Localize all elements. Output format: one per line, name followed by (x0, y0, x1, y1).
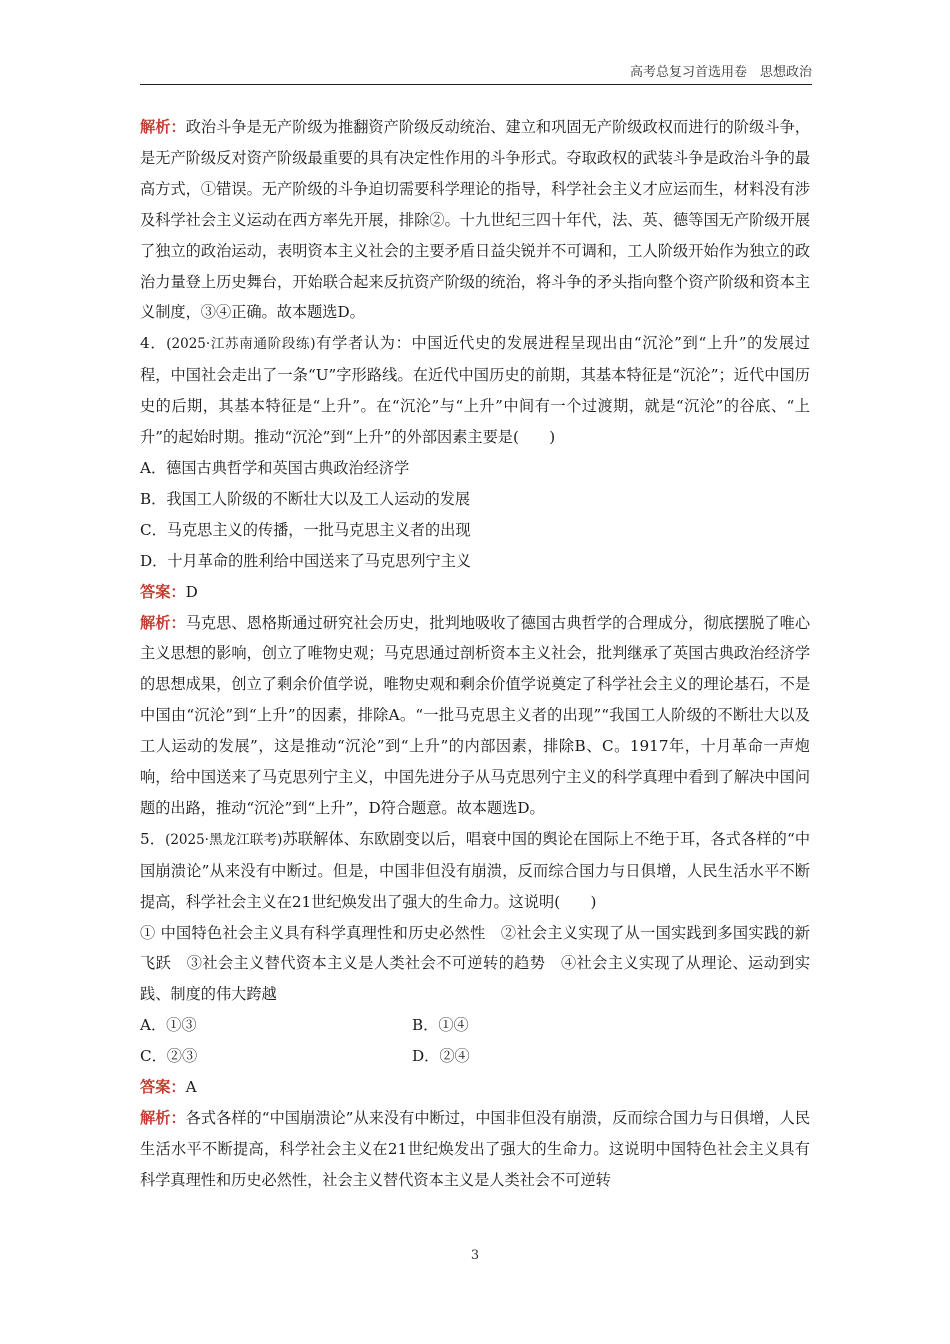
question-5-stem (140, 824, 810, 918)
document-body (140, 112, 810, 1196)
question-text: 有学者认为：中国近代史的发展进程呈现出由“沉沦”到“上升”的发展过程，中国社会走出了一条“U”字形路线。在近代中国历史的前期，其基本特征是“沉沦”；近代中国历史的后期，其基本特征是“上升”。在“沉沦”与“上升”中间有一个过渡期，就是“沉沦”的谷底、“上升”的起始时期。推动“沉沦”到“上升”的外部因素主要是( ) (140, 334, 810, 447)
analysis-text: 马克思、恩格斯通过研究社会历史，批判地吸收了德国古典哲学的合理成分，彻底摆脱了唯心主义思想的影响，创立了唯物史观；马克思通过剖析资本主义社会，批判继承了英国古典政治经济学的思想成果，创立了剩余价值学说，唯物史观和剩余价值学说奠定了科学社会主义的理论基石，不是中国由“沉沦”到“上升”的因素，排除A。“一批马克思主义者的出现”“我国工人阶级的不断壮大以及工人运动的发展”，这是推动“沉沦”到“上升”的内部因素，排除B、C。1917年，十月革命一声炮响，给中国送来了马克思列宁主义，中国先进分子从马克思列宁主义的科学真理中看到了解决中国问题的出路，推动“沉沦”到“上升”，D符合题意。故本题选D。 (140, 613, 811, 817)
question-4-stem (140, 328, 810, 453)
option-d: D．十月革命的胜利给中国送来了马克思列宁主义 (140, 551, 472, 570)
option-c: C．②③ (140, 1047, 198, 1066)
page-header (140, 62, 812, 85)
answer-q4 (140, 577, 810, 608)
analysis-label: 解析： (140, 1109, 186, 1127)
option-a: A．①③ (140, 1016, 197, 1035)
question-text: 苏联解体、东欧剧变以后，唱衰中国的舆论在国际上不绝于耳，各式各样的“中国崩溃论”从来没有中断过。但是，中国非但没有崩溃，反而综合国力与日俱增，人民生活水平不断提高，科学社会主义在21世纪焕发出了强大的生命力。这说明( ) (140, 829, 811, 911)
question-number: 5． (140, 829, 166, 848)
question-5-options (140, 1010, 810, 1072)
option-b: B．我国工人阶级的不断壮大以及工人运动的发展 (140, 489, 471, 508)
answer-label: 答案： (140, 582, 186, 601)
page-number: 3 (470, 1248, 480, 1263)
question-source: (2025·江苏南通阶段练) (166, 336, 316, 353)
analysis-q3 (140, 112, 810, 328)
page-footer (0, 1248, 950, 1263)
option-a: A．德国古典哲学和英国古典政治经济学 (140, 458, 410, 477)
analysis-text: 各式各样的“中国崩溃论”从来没有中断过，中国非但没有崩溃，反而综合国力与日俱增，人民生活水平不断提高，科学社会主义在21世纪焕发出了强大的生命力。这说明中国特色社会主义具有科学真理性和历史必然性，社会主义替代资本主义是人类社会不可逆转 (140, 1109, 811, 1189)
answer-value: D (185, 582, 198, 601)
analysis-q4 (140, 608, 810, 824)
option-b: B．①④ (412, 1016, 469, 1035)
header-text: 高考总复习首选用卷 思想政治 (629, 65, 812, 80)
analysis-label: 解析： (140, 118, 186, 136)
analysis-label: 解析： (140, 613, 186, 632)
option-d: D．②④ (412, 1047, 470, 1066)
question-source: (2025·黑龙江联考) (165, 831, 283, 848)
answer-q5 (140, 1072, 810, 1103)
answer-label: 答案： (140, 1078, 186, 1097)
question-5-statements: ① 中国特色社会主义具有科学真理性和历史必然性 ②社会主义实现了从一国实践到多国实践的新飞跃 ③社会主义替代资本主义是人类社会不可逆转的趋势 ④社会主义实现了从理论、运动到实践、制度的伟大跨越 (140, 923, 810, 1004)
option-c: C．马克思主义的传播，一批马克思主义者的出现 (140, 520, 471, 539)
answer-value: A (185, 1078, 197, 1097)
analysis-text: 政治斗争是无产阶级为推翻资产阶级反动统治、建立和巩固无产阶级政权而进行的阶级斗争，是无产阶级反对资产阶级最重要的具有决定性作用的斗争形式。夺取政权的武装斗争是政治斗争的最高方式，①错误。无产阶级的斗争迫切需要科学理论的指导，科学社会主义才应运而生，材料没有涉及科学社会主义运动在西方率先开展，排除②。十九世纪三四十年代，法、英、德等国无产阶级开展了独立的政治运动，表明资本主义社会的主要矛盾日益尖锐并不可调和，工人阶级开始作为独立的政治力量登上历史舞台，开始联合起来反抗资产阶级的统治，将斗争的矛头指向整个资产阶级和资本主义制度，③④正确。故本题选D。 (140, 118, 811, 322)
question-number: 4． (140, 334, 167, 353)
analysis-q5 (140, 1103, 810, 1196)
